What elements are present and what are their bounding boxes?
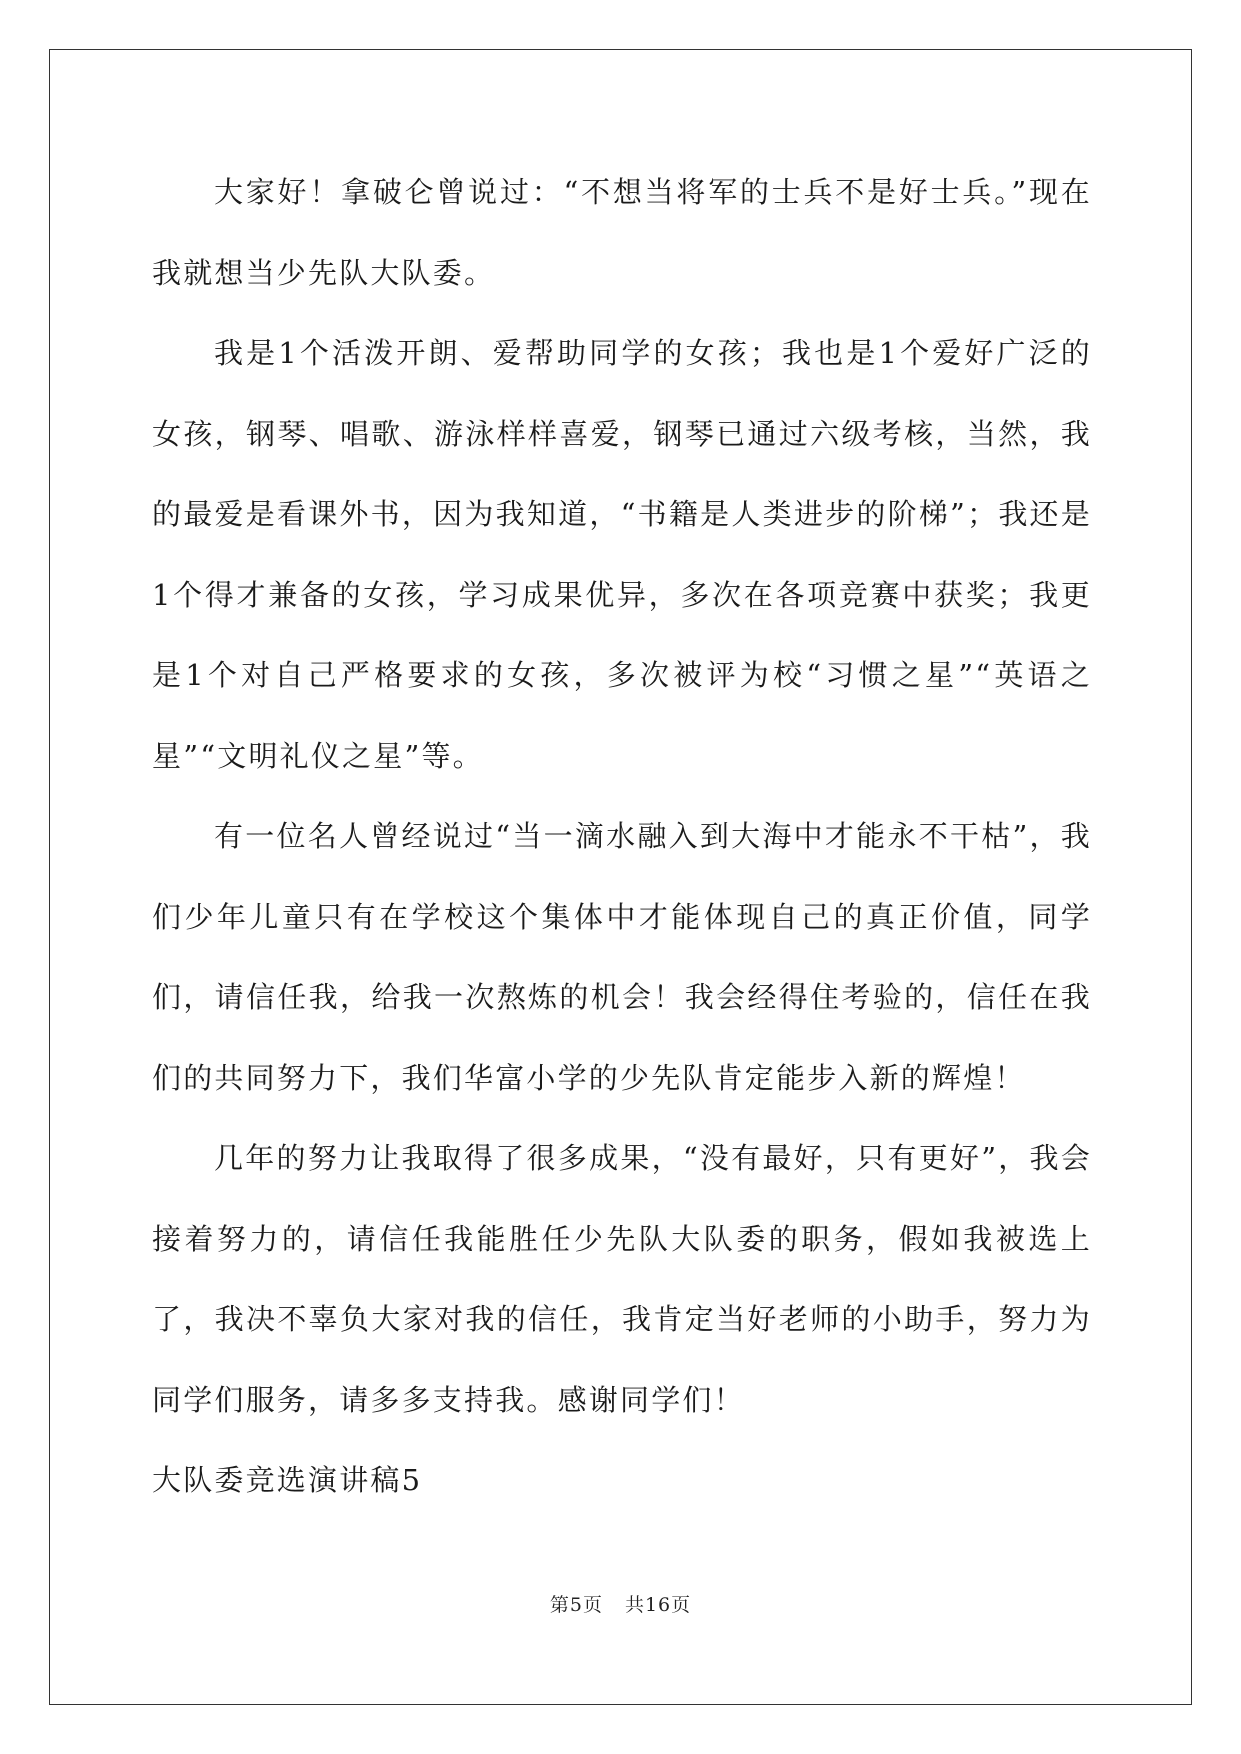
paragraph-3: 有一位名人曾经说过“当一滴水融入到大海中才能永不干枯”，我们少年儿童只有在学校这个集体中才能体现自己的真正价值，同学们，请信任我，给我一次熬炼的机会！我会经得住考验的，信任在我们的共同努力下，我们华富小学的少先队肯定能步入新的辉煌！ <box>152 819 1092 1095</box>
current-page-number: 第5页 <box>549 1594 603 1616</box>
paragraph-2: 我是1个活泼开朗、爱帮助同学的女孩；我也是1个爱好广泛的女孩，钢琴、唱歌、游泳样样喜爱，钢琴已通过六级考核，当然，我的最爱是看课外书，因为我知道，“书籍是人类进步的阶梯”；我还是1个得才兼备的女孩，学习成果优异，多次在各项竞赛中获奖；我更是1个对自己严格要求的女孩，多次被评为校“习惯之星”“英语之星”“文明礼仪之星”等。 <box>152 336 1092 773</box>
document-body <box>152 152 1092 1521</box>
total-page-count: 共16页 <box>624 1594 692 1616</box>
paragraph-4: 几年的努力让我取得了很多成果，“没有最好，只有更好”，我会接着努力的，请信任我能胜任少先队大队委的职务，假如我被选上了，我决不辜负大家对我的信任，我肯定当好老师的小助手，努力为同学们服务，请多多支持我。感谢同学们！ <box>152 1141 1092 1417</box>
paragraph-1: 大家好！拿破仑曾说过：“不想当将军的士兵不是好士兵。”现在我就想当少先队大队委。 <box>152 175 1092 290</box>
section-heading: 大队委竞选演讲稿5 <box>152 1463 423 1497</box>
page-footer <box>0 1590 1241 1617</box>
